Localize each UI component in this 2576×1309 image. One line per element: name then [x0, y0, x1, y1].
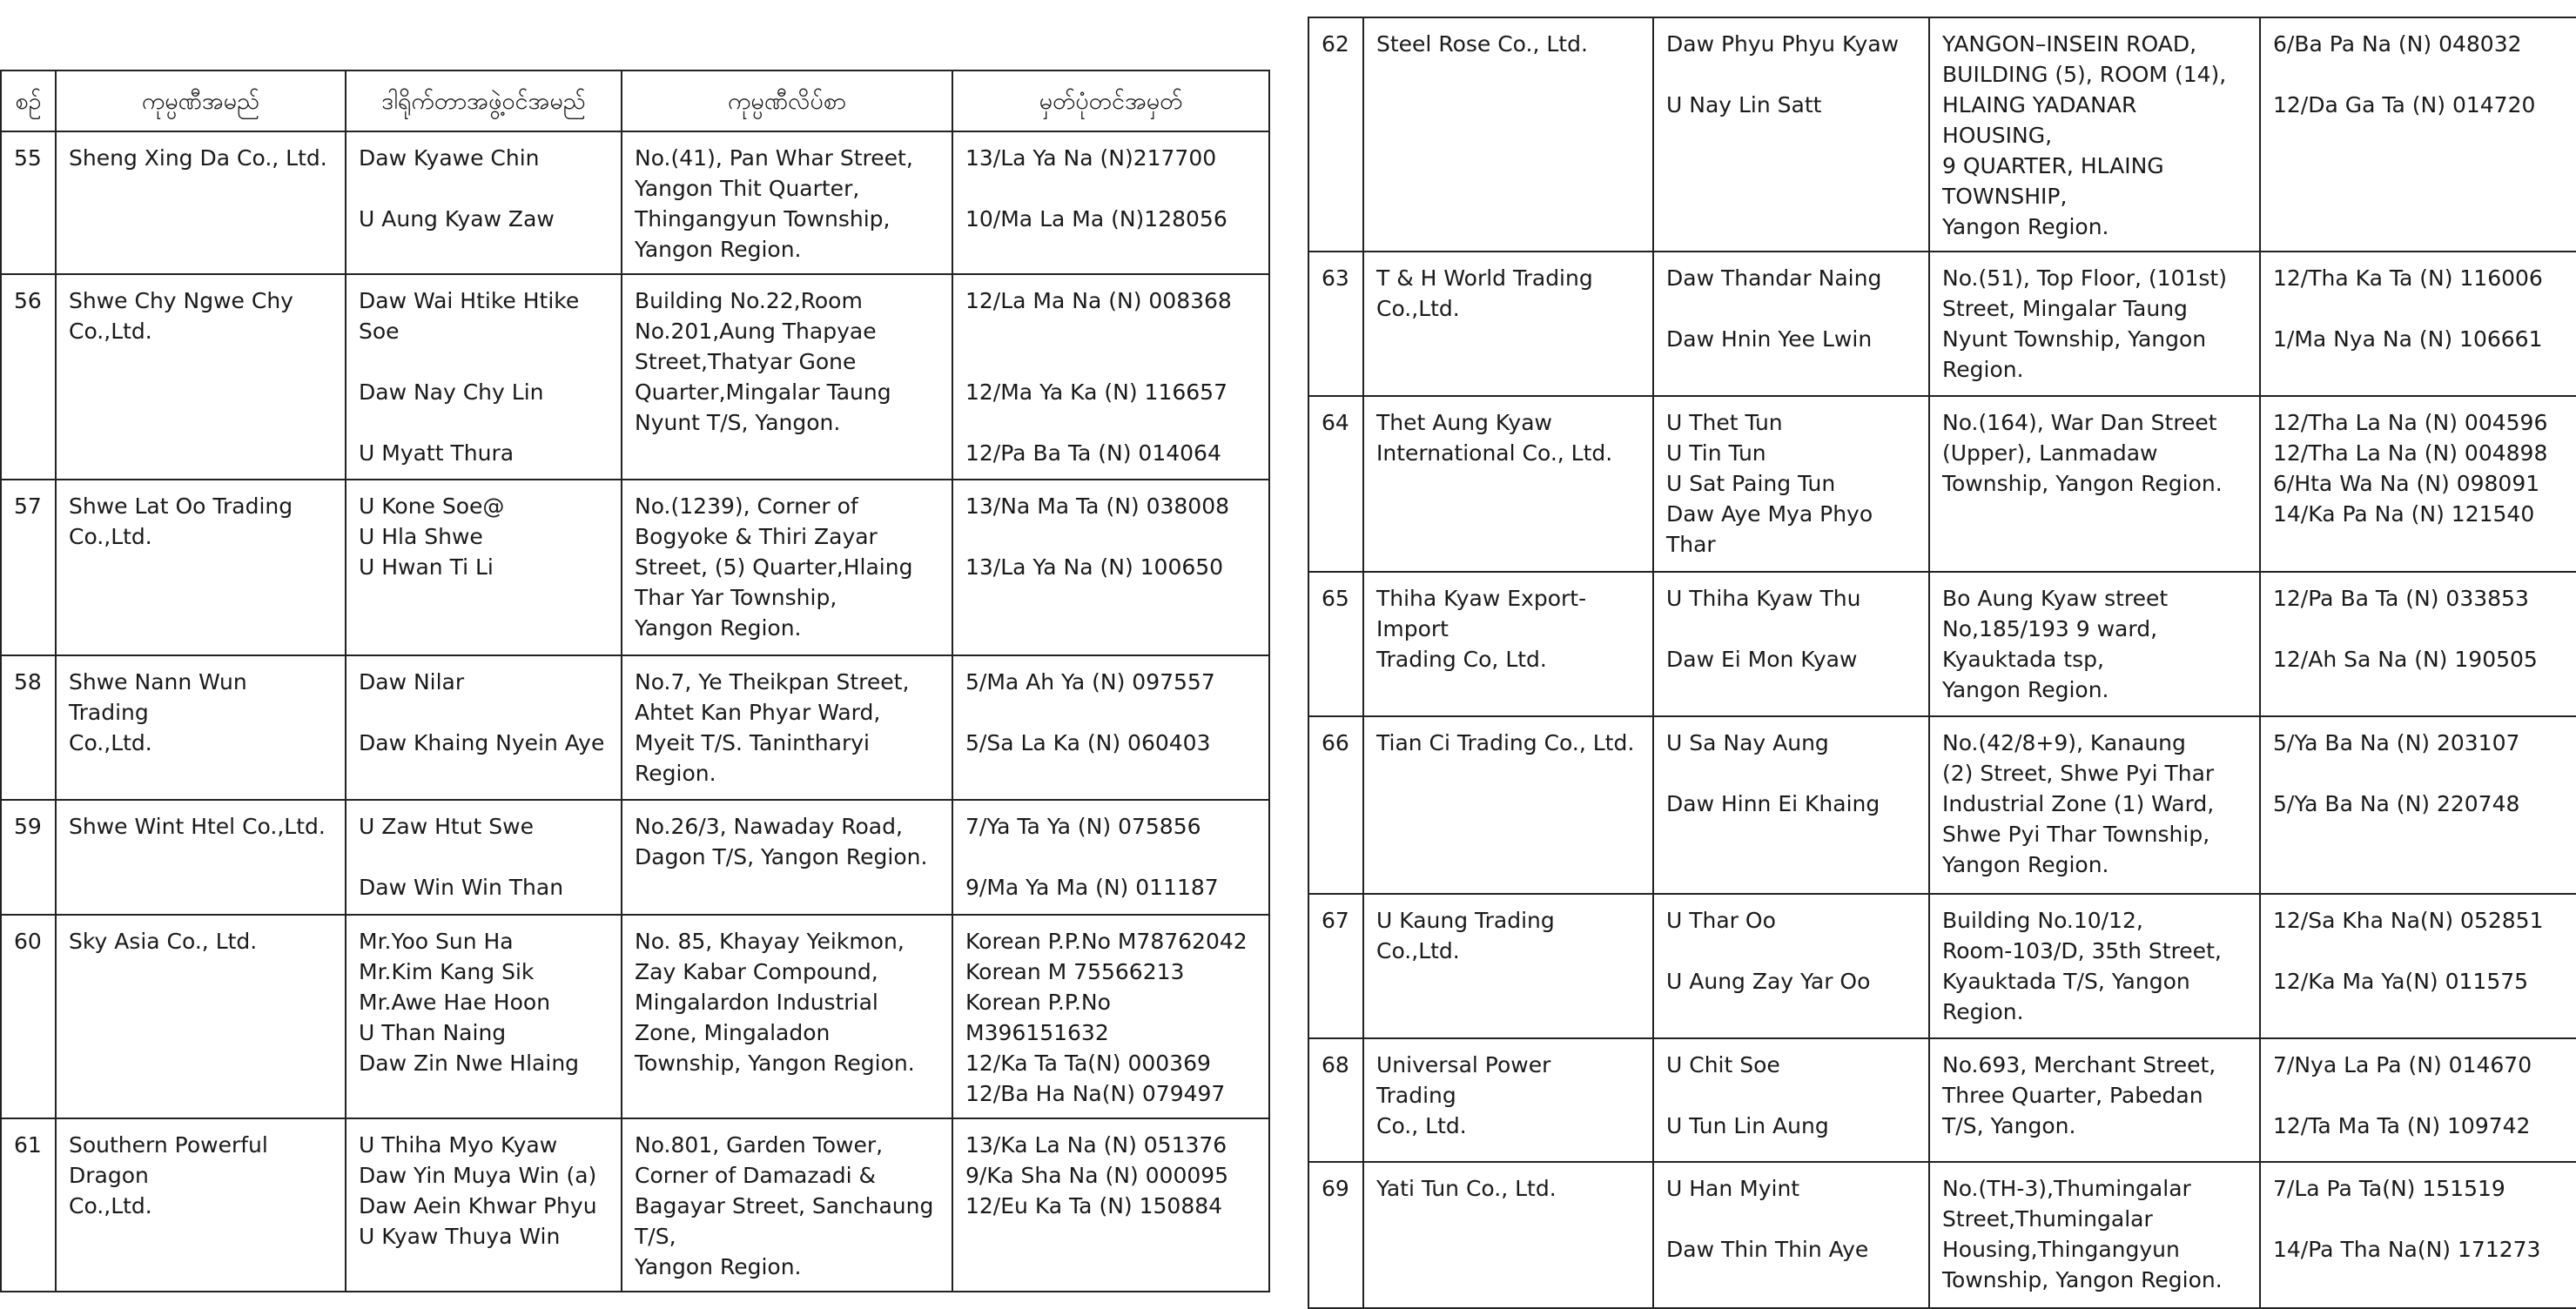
- cell-company: T & H World Trading Co.,Ltd.: [1363, 252, 1653, 396]
- right-company-table: [1308, 17, 2576, 1309]
- table-row: [1, 655, 1269, 800]
- cell-directors: U Sa Nay Aung Daw Hinn Ei Khaing: [1653, 716, 1929, 894]
- cell-address: Building No.22,Room No.201,Aung Thapyae Street,Thatyar Gone Quarter,Mingalar Taung Nyunt T/S, Yangon.: [622, 274, 952, 480]
- header-company: ကုမ္ပဏီအမည်: [56, 70, 346, 131]
- cell-company: Tian Ci Trading Co., Ltd.: [1363, 716, 1653, 894]
- cell-address: No.(51), Top Floor, (101st) Street, Mingalar Taung Nyunt Township, Yangon Region.: [1929, 252, 2260, 396]
- table-row: [1, 480, 1269, 655]
- header-no: စဉ်: [1, 70, 56, 131]
- table-row: [1308, 716, 2576, 894]
- cell-registration: 5/Ma Ah Ya (N) 097557 5/Sa La Ka (N) 060403: [952, 655, 1269, 800]
- cell-address: No.7, Ye Theikpan Street, Ahtet Kan Phyar Ward, Myeit T/S. Tanintharyi Region.: [622, 655, 952, 800]
- cell-company: Sheng Xing Da Co., Ltd.: [56, 131, 346, 274]
- table-row: [1308, 396, 2576, 572]
- cell-address: No. 85, Khayay Yeikmon, Zay Kabar Compound, Mingalardon Industrial Zone, Mingaladon Township, Yangon Region.: [622, 915, 952, 1118]
- table-row: [1308, 17, 2576, 252]
- cell-no: 62: [1308, 17, 1363, 252]
- cell-registration: 13/Ka La Na (N) 051376 9/Ka Sha Na (N) 000095 12/Eu Ka Ta (N) 150884: [952, 1118, 1269, 1292]
- header-registration: မှတ်ပုံတင်အမှတ်: [952, 70, 1269, 131]
- cell-company: Shwe Nann Wun Trading Co.,Ltd.: [56, 655, 346, 800]
- cell-no: 67: [1308, 894, 1363, 1038]
- cell-address: No.(1239), Corner of Bogyoke & Thiri Zayar Street, (5) Quarter,Hlaing Thar Yar Township, Yangon Region.: [622, 480, 952, 655]
- cell-directors: Daw Wai Htike Htike Soe Daw Nay Chy Lin U Myatt Thura: [346, 274, 622, 480]
- cell-company: Shwe Chy Ngwe Chy Co.,Ltd.: [56, 274, 346, 480]
- cell-no: 65: [1308, 572, 1363, 716]
- cell-directors: U Chit Soe U Tun Lin Aung: [1653, 1038, 1929, 1162]
- cell-no: 68: [1308, 1038, 1363, 1162]
- cell-directors: U Thar Oo U Aung Zay Yar Oo: [1653, 894, 1929, 1038]
- cell-registration: 13/Na Ma Ta (N) 038008 13/La Ya Na (N) 100650: [952, 480, 1269, 655]
- cell-company: Shwe Lat Oo Trading Co.,Ltd.: [56, 480, 346, 655]
- cell-registration: 12/Tha Ka Ta (N) 116006 1/Ma Nya Na (N) 106661: [2260, 252, 2576, 396]
- cell-address: No.(42/8+9), Kanaung (2) Street, Shwe Pyi Thar Industrial Zone (1) Ward, Shwe Pyi Thar Township, Yangon Region.: [1929, 716, 2260, 894]
- table-row: [1, 1118, 1269, 1292]
- cell-address: No.26/3, Nawaday Road, Dagon T/S, Yangon Region.: [622, 800, 952, 915]
- cell-company: Southern Powerful Dragon Co.,Ltd.: [56, 1118, 346, 1292]
- table-row: [1308, 1162, 2576, 1308]
- cell-company: Steel Rose Co., Ltd.: [1363, 17, 1653, 252]
- cell-no: 69: [1308, 1162, 1363, 1308]
- cell-directors: Daw Kyawe Chin U Aung Kyaw Zaw: [346, 131, 622, 274]
- cell-registration: 12/Sa Kha Na(N) 052851 12/Ka Ma Ya(N) 011575: [2260, 894, 2576, 1038]
- cell-registration: 13/La Ya Na (N)217700 10/Ma La Ma (N)128056: [952, 131, 1269, 274]
- cell-directors: Daw Phyu Phyu Kyaw U Nay Lin Satt: [1653, 17, 1929, 252]
- cell-address: Building No.10/12, Room-103/D, 35th Street, Kyauktada T/S, Yangon Region.: [1929, 894, 2260, 1038]
- table-row: [1, 800, 1269, 915]
- cell-no: 63: [1308, 252, 1363, 396]
- cell-directors: U Thiha Kyaw Thu Daw Ei Mon Kyaw: [1653, 572, 1929, 716]
- cell-company: Thiha Kyaw Export- Import Trading Co, Ltd.: [1363, 572, 1653, 716]
- cell-company: Shwe Wint Htel Co.,Ltd.: [56, 800, 346, 915]
- cell-address: Bo Aung Kyaw street No,185/193 9 ward, Kyauktada tsp, Yangon Region.: [1929, 572, 2260, 716]
- cell-registration: 12/La Ma Na (N) 008368 12/Ma Ya Ka (N) 116657 12/Pa Ba Ta (N) 014064: [952, 274, 1269, 480]
- header-directors: ဒါရိုက်တာအဖွဲ့ဝင်အမည်: [346, 70, 622, 131]
- cell-no: 59: [1, 800, 56, 915]
- cell-directors: U Thet Tun U Tin Tun U Sat Paing Tun Daw Aye Mya Phyo Thar: [1653, 396, 1929, 572]
- cell-directors: U Kone Soe@ U Hla Shwe U Hwan Ti Li: [346, 480, 622, 655]
- cell-company: Yati Tun Co., Ltd.: [1363, 1162, 1653, 1308]
- table-row: [1308, 572, 2576, 716]
- table-row: [1, 915, 1269, 1118]
- cell-no: 57: [1, 480, 56, 655]
- cell-no: 56: [1, 274, 56, 480]
- cell-directors: Mr.Yoo Sun Ha Mr.Kim Kang Sik Mr.Awe Hae Hoon U Than Naing Daw Zin Nwe Hlaing: [346, 915, 622, 1118]
- header-row: [1, 70, 1269, 131]
- cell-directors: Daw Nilar Daw Khaing Nyein Aye: [346, 655, 622, 800]
- left-company-table: [0, 70, 1270, 1292]
- cell-address: YANGON–INSEIN ROAD, BUILDING (5), ROOM (14), HLAING YADANAR HOUSING, 9 QUARTER, HLAING TOWNSHIP, Yangon Region.: [1929, 17, 2260, 252]
- cell-no: 61: [1, 1118, 56, 1292]
- cell-company: U Kaung Trading Co.,Ltd.: [1363, 894, 1653, 1038]
- cell-directors: U Zaw Htut Swe Daw Win Win Than: [346, 800, 622, 915]
- table-row: [1, 131, 1269, 274]
- cell-address: No.693, Merchant Street, Three Quarter, Pabedan T/S, Yangon.: [1929, 1038, 2260, 1162]
- cell-registration: 6/Ba Pa Na (N) 048032 12/Da Ga Ta (N) 014720: [2260, 17, 2576, 252]
- cell-company: Universal Power Trading Co., Ltd.: [1363, 1038, 1653, 1162]
- cell-company: Sky Asia Co., Ltd.: [56, 915, 346, 1118]
- table-row: [1308, 1038, 2576, 1162]
- cell-registration: 7/Ya Ta Ya (N) 075856 9/Ma Ya Ma (N) 011187: [952, 800, 1269, 915]
- cell-address: No.801, Garden Tower, Corner of Damazadi & Bagayar Street, Sanchaung T/S, Yangon Region.: [622, 1118, 952, 1292]
- cell-registration: 5/Ya Ba Na (N) 203107 5/Ya Ba Na (N) 220748: [2260, 716, 2576, 894]
- cell-company: Thet Aung Kyaw International Co., Ltd.: [1363, 396, 1653, 572]
- cell-directors: U Han Myint Daw Thin Thin Aye: [1653, 1162, 1929, 1308]
- cell-registration: 12/Pa Ba Ta (N) 033853 12/Ah Sa Na (N) 190505: [2260, 572, 2576, 716]
- cell-no: 66: [1308, 716, 1363, 894]
- cell-address: No.(TH-3),Thumingalar Street,Thumingalar Housing,Thingangyun Township, Yangon Region.: [1929, 1162, 2260, 1308]
- table-row: [1308, 894, 2576, 1038]
- cell-no: 60: [1, 915, 56, 1118]
- cell-registration: Korean P.P.No M78762042 Korean M 75566213 Korean P.P.No M396151632 12/Ka Ta Ta(N) 000369 12/Ba Ha Na(N) 079497: [952, 915, 1269, 1118]
- cell-registration: 12/Tha La Na (N) 004596 12/Tha La Na (N) 004898 6/Hta Wa Na (N) 098091 14/Ka Pa Na (N) 121540: [2260, 396, 2576, 572]
- header-address: ကုမ္ပဏီလိပ်စာ: [622, 70, 952, 131]
- cell-directors: U Thiha Myo Kyaw Daw Yin Muya Win (a) Daw Aein Khwar Phyu U Kyaw Thuya Win: [346, 1118, 622, 1292]
- cell-registration: 7/Nya La Pa (N) 014670 12/Ta Ma Ta (N) 109742: [2260, 1038, 2576, 1162]
- cell-directors: Daw Thandar Naing Daw Hnin Yee Lwin: [1653, 252, 1929, 396]
- cell-no: 58: [1, 655, 56, 800]
- cell-no: 64: [1308, 396, 1363, 572]
- table-row: [1, 274, 1269, 480]
- cell-address: No.(164), War Dan Street (Upper), Lanmadaw Township, Yangon Region.: [1929, 396, 2260, 572]
- cell-address: No.(41), Pan Whar Street, Yangon Thit Quarter, Thingangyun Township, Yangon Region.: [622, 131, 952, 274]
- cell-registration: 7/La Pa Ta(N) 151519 14/Pa Tha Na(N) 171273: [2260, 1162, 2576, 1308]
- cell-no: 55: [1, 131, 56, 274]
- table-row: [1308, 252, 2576, 396]
